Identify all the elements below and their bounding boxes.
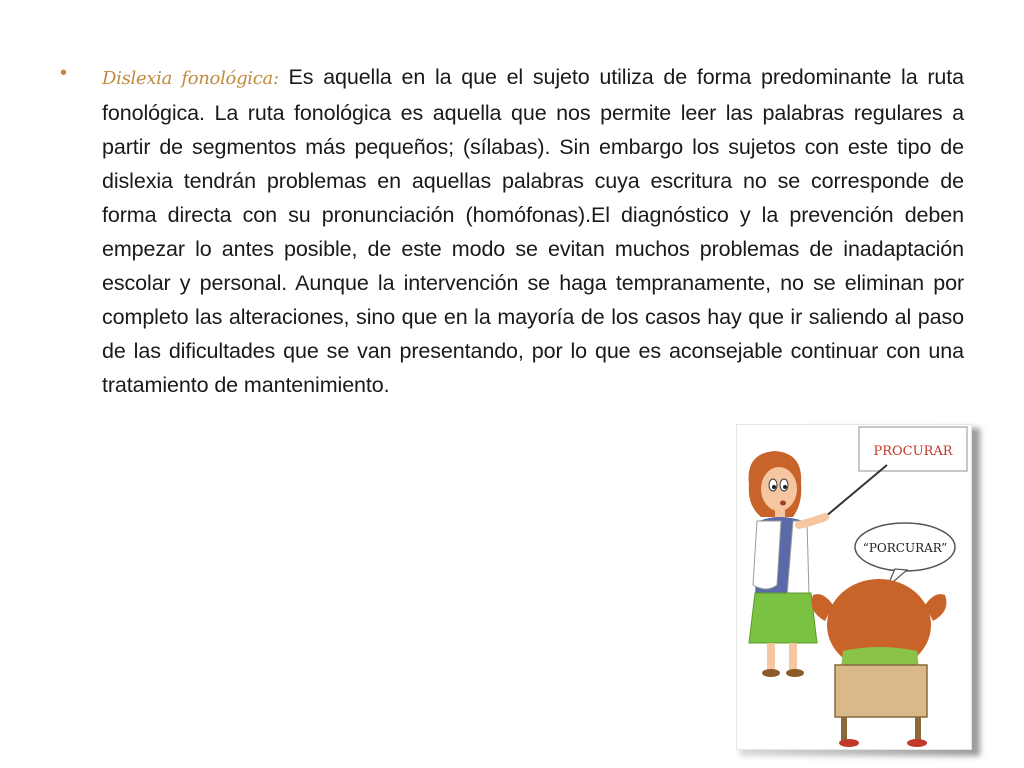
- school-desk: [835, 665, 927, 717]
- child-figure: [812, 579, 947, 747]
- paragraph-body: Es aquella en la que el sujeto utiliza de forma predominante la ruta fonológica. La ruta fonológica es aquella que nos permite leer las palabras regulares a partir de segmentos más pequeños; (sílabas). Sin embargo los sujetos con este tipo de dislexia tendrán problemas en aquellas palabras cuya escritura no se corresponde de forma directa con su pronunciación (homófonas).El diagnóstico y la prevención deben empezar lo antes posible, de este modo se evitan muchos problemas de inadaptación escolar y personal. Aunque la intervención se haga tempranamente, no se eliminan por completo las alteraciones, sino que en la mayoría de los casos hay que ir saliendo al paso de las dificultades que se van presentando, por lo que es aconsejable continuar con una tratamiento de mantenimiento.: [102, 65, 964, 397]
- board-word: PROCURAR: [873, 444, 953, 459]
- illustration: [736, 424, 972, 750]
- term-heading: Dislexia fonológica:: [102, 68, 279, 89]
- speech-word: “PORCURAR”: [862, 541, 948, 555]
- teacher-figure: [749, 451, 825, 677]
- paragraph: [102, 60, 964, 402]
- teacher-child-drawing: [737, 425, 971, 749]
- pointer-stick: [825, 465, 887, 517]
- bullet-point: •: [60, 62, 68, 84]
